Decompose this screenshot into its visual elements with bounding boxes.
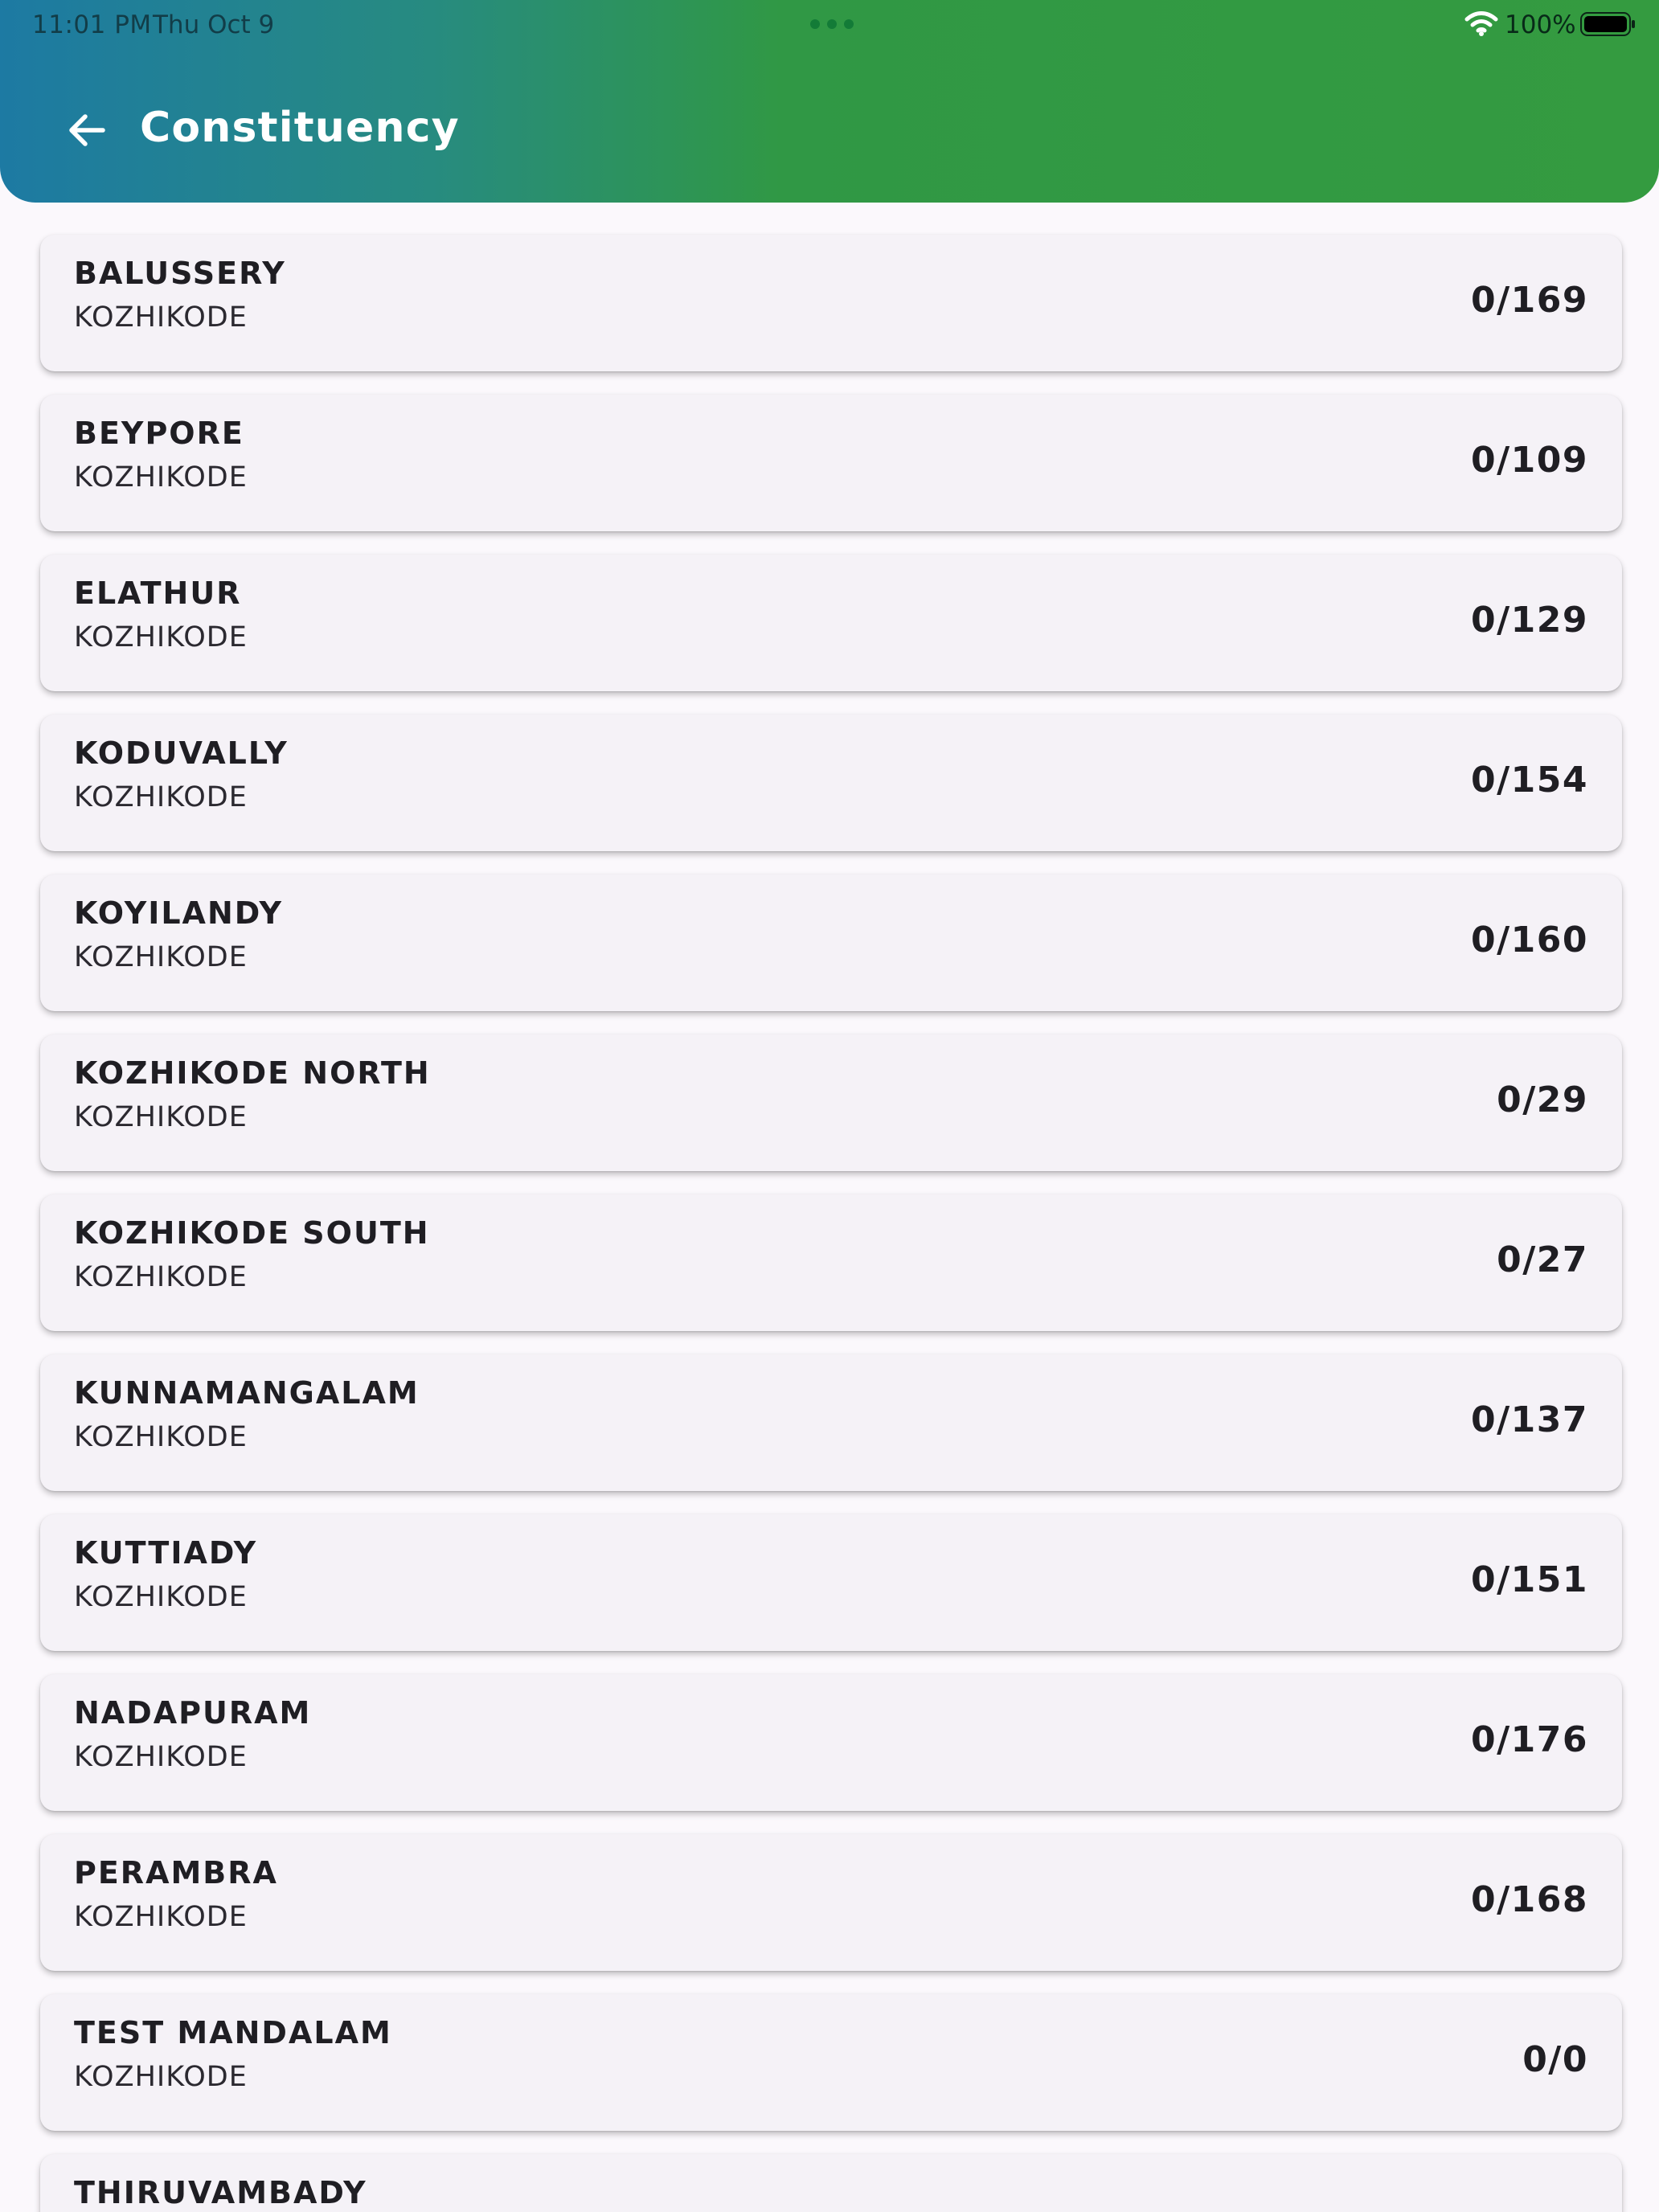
district-name: KOZHIKODE — [74, 1261, 248, 1293]
district-name: KOZHIKODE — [74, 1741, 248, 1773]
constituency-name: KOZHIKODE SOUTH — [74, 1215, 430, 1251]
district-name: KOZHIKODE — [74, 1901, 248, 1933]
progress-count: 0/176 — [1470, 1719, 1588, 1760]
back-button[interactable] — [61, 104, 113, 156]
constituency-card-beypore[interactable] — [40, 395, 1622, 531]
progress-count: 0/109 — [1470, 440, 1588, 481]
constituency-name: KOZHIKODE NORTH — [74, 1055, 431, 1091]
progress-count: 0/154 — [1470, 760, 1588, 801]
district-name: KOZHIKODE — [74, 2061, 248, 2093]
page-title: Constituency — [140, 104, 460, 152]
battery-icon — [1580, 11, 1636, 37]
district-name: KOZHIKODE — [74, 781, 248, 813]
progress-count: 0/137 — [1470, 1399, 1588, 1440]
district-name: KOZHIKODE — [74, 1581, 248, 1613]
progress-count: 0/169 — [1470, 280, 1588, 321]
constituency-card-nadapuram[interactable] — [40, 1674, 1622, 1811]
constituency-card-balussery[interactable] — [40, 235, 1622, 371]
constituency-name: NADAPURAM — [74, 1695, 312, 1731]
district-name: KOZHIKODE — [74, 461, 248, 494]
wifi-icon — [1464, 10, 1498, 36]
constituency-name: THIRUVAMBADY — [74, 2175, 367, 2210]
constituency-name: PERAMBRA — [74, 1855, 278, 1890]
progress-count: 0/129 — [1470, 600, 1588, 641]
district-name: KOZHIKODE — [74, 621, 248, 653]
constituency-card-perambra[interactable] — [40, 1834, 1622, 1971]
multitask-dots-icon[interactable] — [810, 19, 854, 31]
constituency-name: KUNNAMANGALAM — [74, 1375, 420, 1411]
constituency-name: ELATHUR — [74, 576, 242, 611]
status-date: Thu Oct 9 — [153, 10, 275, 39]
status-time: 11:01 PM — [32, 10, 152, 39]
progress-count: 0/29 — [1497, 1079, 1588, 1120]
constituency-card-kuttiady[interactable] — [40, 1514, 1622, 1651]
app-bar — [0, 0, 1659, 203]
constituency-name: KOYILANDY — [74, 895, 284, 931]
arrow-left-icon — [65, 109, 109, 152]
constituency-card-koduvally[interactable] — [40, 715, 1622, 851]
progress-count: 0/160 — [1470, 920, 1588, 961]
constituency-name: TEST MANDALAM — [74, 2015, 392, 2050]
battery-percentage: 100% — [1505, 10, 1576, 39]
constituency-card-test-mandalam[interactable] — [40, 1994, 1622, 2131]
district-name: KOZHIKODE — [74, 1421, 248, 1453]
district-name: KOZHIKODE — [74, 1101, 248, 1133]
constituency-name: BALUSSERY — [74, 256, 286, 291]
constituency-list[interactable] — [40, 235, 1622, 2212]
progress-count: 0/168 — [1470, 1879, 1588, 1920]
district-name: KOZHIKODE — [74, 941, 248, 973]
constituency-card-thiruvambady[interactable] — [40, 2154, 1622, 2212]
constituency-name: BEYPORE — [74, 416, 244, 451]
constituency-card-elathur[interactable] — [40, 555, 1622, 691]
progress-count: 0/151 — [1470, 1559, 1588, 1600]
constituency-card-kozhikode-north[interactable] — [40, 1034, 1622, 1171]
constituency-name: KUTTIADY — [74, 1535, 258, 1571]
district-name: KOZHIKODE — [74, 301, 248, 334]
constituency-card-kunnamangalam[interactable] — [40, 1354, 1622, 1491]
progress-count: 0/27 — [1497, 1239, 1588, 1280]
constituency-card-koyilandy[interactable] — [40, 875, 1622, 1011]
progress-count: 0/0 — [1522, 2039, 1588, 2080]
constituency-name: KODUVALLY — [74, 735, 289, 771]
constituency-card-kozhikode-south[interactable] — [40, 1194, 1622, 1331]
